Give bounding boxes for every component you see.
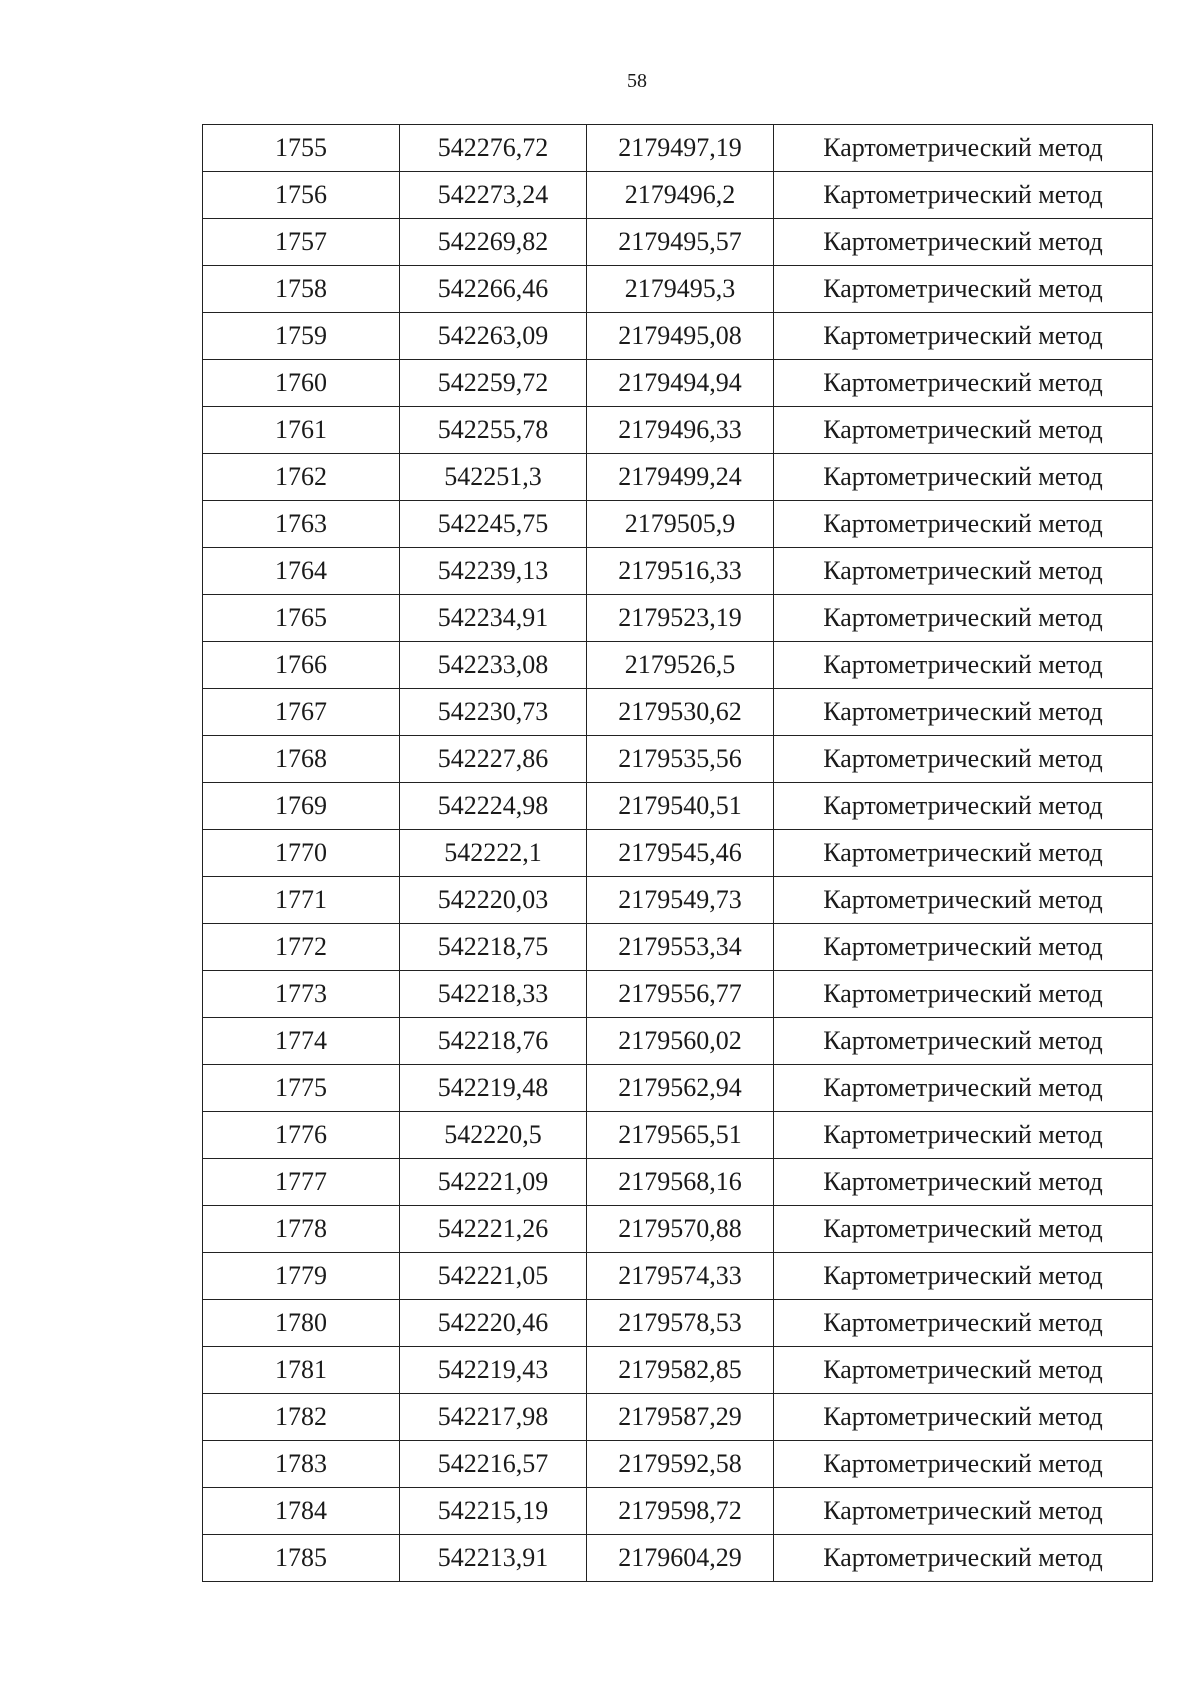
x-coordinate-cell: 542219,48	[400, 1065, 587, 1112]
table-row	[203, 1065, 1153, 1112]
x-coordinate-cell: 542245,75	[400, 501, 587, 548]
x-coordinate-cell: 542220,5	[400, 1112, 587, 1159]
point-number-cell: 1767	[203, 689, 400, 736]
x-coordinate-cell: 542266,46	[400, 266, 587, 313]
table-row	[203, 1300, 1153, 1347]
point-number-cell: 1776	[203, 1112, 400, 1159]
y-coordinate-cell: 2179574,33	[587, 1253, 774, 1300]
method-cell: Картометрический метод	[774, 971, 1153, 1018]
x-coordinate-cell: 542234,91	[400, 595, 587, 642]
table-row	[203, 971, 1153, 1018]
method-cell: Картометрический метод	[774, 1441, 1153, 1488]
y-coordinate-cell: 2179592,58	[587, 1441, 774, 1488]
table-row	[203, 736, 1153, 783]
point-number-cell: 1764	[203, 548, 400, 595]
point-number-cell: 1771	[203, 877, 400, 924]
y-coordinate-cell: 2179598,72	[587, 1488, 774, 1535]
point-number-cell: 1778	[203, 1206, 400, 1253]
point-number-cell: 1766	[203, 642, 400, 689]
method-cell: Картометрический метод	[774, 1112, 1153, 1159]
point-number-cell: 1779	[203, 1253, 400, 1300]
x-coordinate-cell: 542259,72	[400, 360, 587, 407]
y-coordinate-cell: 2179560,02	[587, 1018, 774, 1065]
y-coordinate-cell: 2179495,3	[587, 266, 774, 313]
x-coordinate-cell: 542276,72	[400, 125, 587, 172]
y-coordinate-cell: 2179582,85	[587, 1347, 774, 1394]
table-row	[203, 266, 1153, 313]
y-coordinate-cell: 2179496,33	[587, 407, 774, 454]
coordinates-table	[202, 124, 1153, 1582]
y-coordinate-cell: 2179545,46	[587, 830, 774, 877]
table-row	[203, 125, 1153, 172]
x-coordinate-cell: 542263,09	[400, 313, 587, 360]
table-row	[203, 924, 1153, 971]
method-cell: Картометрический метод	[774, 219, 1153, 266]
table-row	[203, 1488, 1153, 1535]
x-coordinate-cell: 542221,09	[400, 1159, 587, 1206]
point-number-cell: 1770	[203, 830, 400, 877]
table-row	[203, 783, 1153, 830]
x-coordinate-cell: 542239,13	[400, 548, 587, 595]
table-row	[203, 501, 1153, 548]
table-row	[203, 1253, 1153, 1300]
table-row	[203, 877, 1153, 924]
y-coordinate-cell: 2179505,9	[587, 501, 774, 548]
x-coordinate-cell: 542221,26	[400, 1206, 587, 1253]
point-number-cell: 1769	[203, 783, 400, 830]
method-cell: Картометрический метод	[774, 1347, 1153, 1394]
table-row	[203, 1159, 1153, 1206]
x-coordinate-cell: 542269,82	[400, 219, 587, 266]
method-cell: Картометрический метод	[774, 454, 1153, 501]
table-row	[203, 219, 1153, 266]
method-cell: Картометрический метод	[774, 172, 1153, 219]
table-row	[203, 595, 1153, 642]
point-number-cell: 1775	[203, 1065, 400, 1112]
x-coordinate-cell: 542218,76	[400, 1018, 587, 1065]
table-row	[203, 830, 1153, 877]
y-coordinate-cell: 2179568,16	[587, 1159, 774, 1206]
point-number-cell: 1760	[203, 360, 400, 407]
x-coordinate-cell: 542220,03	[400, 877, 587, 924]
x-coordinate-cell: 542224,98	[400, 783, 587, 830]
x-coordinate-cell: 542251,3	[400, 454, 587, 501]
y-coordinate-cell: 2179497,19	[587, 125, 774, 172]
x-coordinate-cell: 542255,78	[400, 407, 587, 454]
y-coordinate-cell: 2179526,5	[587, 642, 774, 689]
y-coordinate-cell: 2179562,94	[587, 1065, 774, 1112]
method-cell: Картометрический метод	[774, 1488, 1153, 1535]
y-coordinate-cell: 2179553,34	[587, 924, 774, 971]
point-number-cell: 1757	[203, 219, 400, 266]
table-row	[203, 1206, 1153, 1253]
point-number-cell: 1768	[203, 736, 400, 783]
y-coordinate-cell: 2179578,53	[587, 1300, 774, 1347]
y-coordinate-cell: 2179523,19	[587, 595, 774, 642]
table-row	[203, 1535, 1153, 1582]
method-cell: Картометрический метод	[774, 830, 1153, 877]
y-coordinate-cell: 2179530,62	[587, 689, 774, 736]
point-number-cell: 1763	[203, 501, 400, 548]
table-row	[203, 1347, 1153, 1394]
table-row	[203, 407, 1153, 454]
point-number-cell: 1755	[203, 125, 400, 172]
y-coordinate-cell: 2179496,2	[587, 172, 774, 219]
x-coordinate-cell: 542218,33	[400, 971, 587, 1018]
table-row	[203, 1394, 1153, 1441]
table-row	[203, 360, 1153, 407]
point-number-cell: 1781	[203, 1347, 400, 1394]
table-row	[203, 1018, 1153, 1065]
x-coordinate-cell: 542218,75	[400, 924, 587, 971]
point-number-cell: 1782	[203, 1394, 400, 1441]
table-row	[203, 1441, 1153, 1488]
x-coordinate-cell: 542215,19	[400, 1488, 587, 1535]
method-cell: Картометрический метод	[774, 1159, 1153, 1206]
table-row	[203, 454, 1153, 501]
method-cell: Картометрический метод	[774, 407, 1153, 454]
y-coordinate-cell: 2179604,29	[587, 1535, 774, 1582]
x-coordinate-cell: 542213,91	[400, 1535, 587, 1582]
point-number-cell: 1785	[203, 1535, 400, 1582]
y-coordinate-cell: 2179516,33	[587, 548, 774, 595]
table-row	[203, 172, 1153, 219]
y-coordinate-cell: 2179570,88	[587, 1206, 774, 1253]
method-cell: Картометрический метод	[774, 642, 1153, 689]
point-number-cell: 1784	[203, 1488, 400, 1535]
method-cell: Картометрический метод	[774, 689, 1153, 736]
y-coordinate-cell: 2179495,08	[587, 313, 774, 360]
y-coordinate-cell: 2179565,51	[587, 1112, 774, 1159]
method-cell: Картометрический метод	[774, 266, 1153, 313]
y-coordinate-cell: 2179549,73	[587, 877, 774, 924]
point-number-cell: 1762	[203, 454, 400, 501]
y-coordinate-cell: 2179587,29	[587, 1394, 774, 1441]
point-number-cell: 1772	[203, 924, 400, 971]
point-number-cell: 1758	[203, 266, 400, 313]
table-row	[203, 689, 1153, 736]
x-coordinate-cell: 542221,05	[400, 1253, 587, 1300]
y-coordinate-cell: 2179494,94	[587, 360, 774, 407]
x-coordinate-cell: 542219,43	[400, 1347, 587, 1394]
method-cell: Картометрический метод	[774, 1253, 1153, 1300]
method-cell: Картометрический метод	[774, 125, 1153, 172]
y-coordinate-cell: 2179499,24	[587, 454, 774, 501]
x-coordinate-cell: 542216,57	[400, 1441, 587, 1488]
x-coordinate-cell: 542222,1	[400, 830, 587, 877]
table-body	[203, 125, 1153, 1582]
method-cell: Картометрический метод	[774, 1394, 1153, 1441]
table-row	[203, 548, 1153, 595]
method-cell: Картометрический метод	[774, 924, 1153, 971]
table-row	[203, 642, 1153, 689]
page-number: 58	[627, 70, 647, 92]
method-cell: Картометрический метод	[774, 1300, 1153, 1347]
x-coordinate-cell: 542230,73	[400, 689, 587, 736]
y-coordinate-cell: 2179535,56	[587, 736, 774, 783]
table-row	[203, 1112, 1153, 1159]
method-cell: Картометрический метод	[774, 1535, 1153, 1582]
y-coordinate-cell: 2179495,57	[587, 219, 774, 266]
x-coordinate-cell: 542220,46	[400, 1300, 587, 1347]
method-cell: Картометрический метод	[774, 783, 1153, 830]
method-cell: Картометрический метод	[774, 595, 1153, 642]
x-coordinate-cell: 542273,24	[400, 172, 587, 219]
y-coordinate-cell: 2179540,51	[587, 783, 774, 830]
x-coordinate-cell: 542227,86	[400, 736, 587, 783]
point-number-cell: 1777	[203, 1159, 400, 1206]
point-number-cell: 1780	[203, 1300, 400, 1347]
method-cell: Картометрический метод	[774, 548, 1153, 595]
y-coordinate-cell: 2179556,77	[587, 971, 774, 1018]
point-number-cell: 1759	[203, 313, 400, 360]
method-cell: Картометрический метод	[774, 1018, 1153, 1065]
method-cell: Картометрический метод	[774, 501, 1153, 548]
method-cell: Картометрический метод	[774, 1206, 1153, 1253]
point-number-cell: 1756	[203, 172, 400, 219]
method-cell: Картометрический метод	[774, 313, 1153, 360]
point-number-cell: 1783	[203, 1441, 400, 1488]
point-number-cell: 1773	[203, 971, 400, 1018]
point-number-cell: 1761	[203, 407, 400, 454]
table-row	[203, 313, 1153, 360]
method-cell: Картометрический метод	[774, 360, 1153, 407]
method-cell: Картометрический метод	[774, 877, 1153, 924]
method-cell: Картометрический метод	[774, 736, 1153, 783]
x-coordinate-cell: 542217,98	[400, 1394, 587, 1441]
x-coordinate-cell: 542233,08	[400, 642, 587, 689]
point-number-cell: 1774	[203, 1018, 400, 1065]
method-cell: Картометрический метод	[774, 1065, 1153, 1112]
point-number-cell: 1765	[203, 595, 400, 642]
